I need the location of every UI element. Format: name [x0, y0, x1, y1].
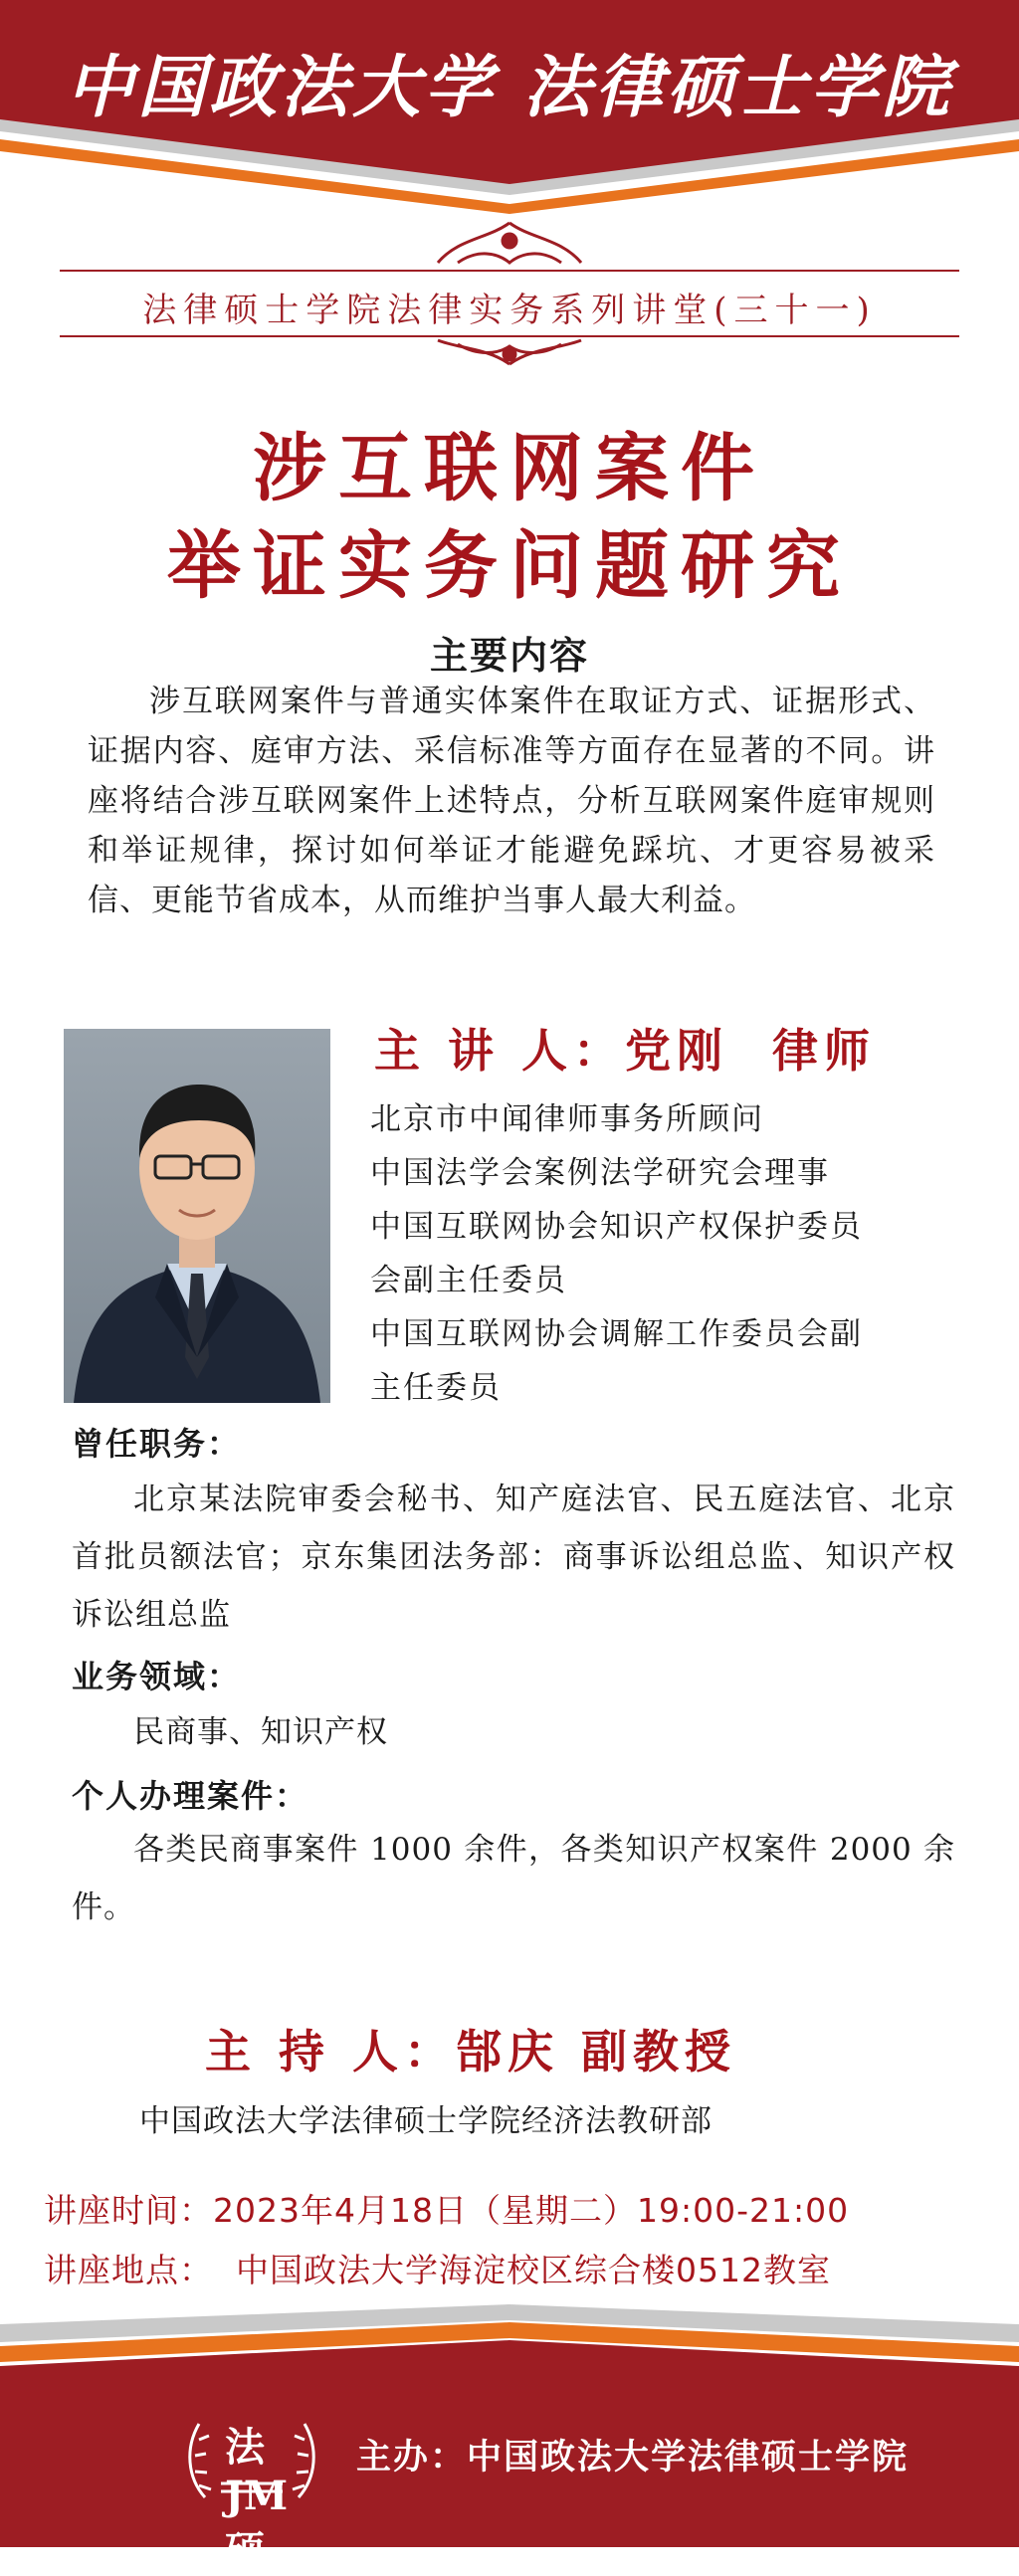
bottom-banner-shape	[0, 2304, 1019, 2547]
speaker-portrait	[64, 1029, 330, 1403]
university-title: 中国政法大学 法律硕士学院	[66, 48, 953, 127]
practice-areas-text: 民商事、知识产权	[133, 1714, 388, 1750]
series-title: 法律硕士学院法律实务系列讲堂(三十一)	[142, 291, 877, 330]
lecture-time: 讲座时间：2023年4月18日（星期二）19:00-21:00	[44, 2191, 850, 2230]
speaker-roles	[370, 1092, 967, 1415]
content-heading: 主要内容	[429, 634, 589, 678]
speaker-photo	[64, 1029, 330, 1403]
lecture-title-line-1: 涉互联网案件	[253, 426, 766, 511]
content-body: 涉互联网案件与普通实体案件在取证方式、证据形式、证据内容、庭审方法、采信标准等方面存在显著的不同。讲座将结合涉互联网案件上述特点，分析互联网案件庭审规则和举证规律，探讨如何举证才能避免踩坑、才更容易被采信、更能节省成本，从而维护当事人最大利益。	[88, 684, 935, 918]
lecture-place: 讲座地点： 中国政法大学海淀校区综合楼0512教室	[44, 2251, 831, 2289]
school-logo	[177, 2388, 326, 2574]
speaker-role: 北京市中闻律师事务所顾问	[370, 1101, 764, 1137]
organizer: 主办：中国政法大学法律硕士学院	[356, 2438, 910, 2477]
series-header	[60, 219, 959, 368]
speaker-role: 会副主任委员	[370, 1263, 567, 1298]
top-banner	[0, 0, 1019, 214]
speaker-title: 主 讲 人：党刚 律师	[374, 1024, 877, 1078]
speaker-role: 中国互联网协会调解工作委员会副	[370, 1316, 863, 1352]
former-positions-text: 北京某法院审委会秘书、知产庭法官、民五庭法官、北京首批员额法官；京东集团法务部：商事诉讼组总监、知识产权诉讼组总监	[72, 1482, 955, 1633]
logo-mark: 法JM硕	[225, 2424, 289, 2574]
speaker-role: 中国法学会案例法学研究会理事	[370, 1155, 830, 1191]
host-title: 主 持 人：郜庆 副教授	[205, 2025, 737, 2079]
lecture-title-line-2: 举证实务问题研究	[167, 523, 852, 609]
former-positions-label: 曾任职务：	[72, 1425, 242, 1463]
cases-text: 各类民商事案件 1000 余件，各类知识产权案件 2000 余件。	[72, 1832, 955, 1925]
practice-areas-label: 业务领域：	[72, 1658, 242, 1695]
speaker-role: 主任委员	[370, 1370, 502, 1406]
host-department: 中国政法大学法律硕士学院经济法教研部	[139, 2103, 713, 2139]
speaker-role: 中国互联网协会知识产权保护委员	[370, 1209, 863, 1245]
bottom-banner	[0, 2304, 1019, 2547]
cases-label: 个人办理案件：	[72, 1777, 309, 1815]
